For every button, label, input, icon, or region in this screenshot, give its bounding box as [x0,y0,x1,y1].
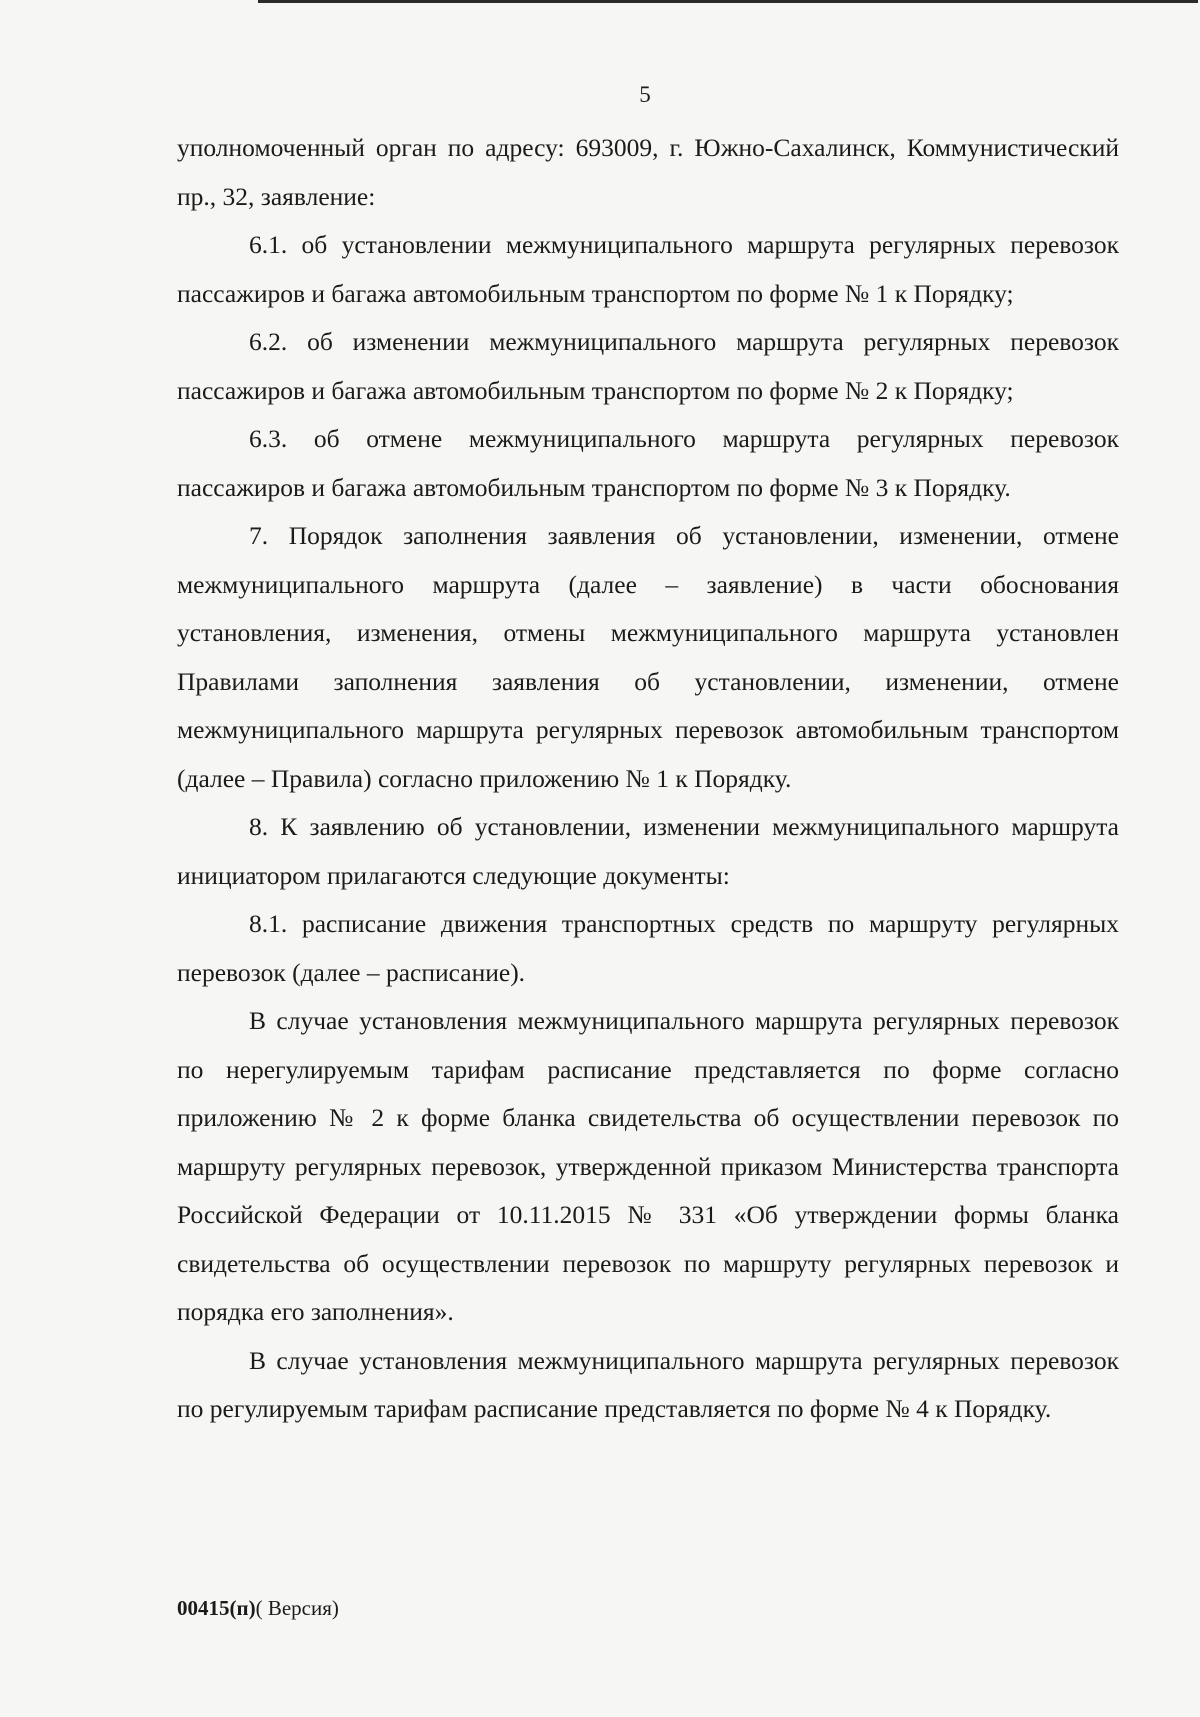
paragraph: 8.1. расписание движения транспортных средств по маршруту регулярных перевозок (далее – расписание). [177,909,1119,987]
page-number: 5 [639,82,651,107]
top-border-line [258,0,1198,3]
paragraph: 6.2. об изменении межмуниципального маршрута регулярных перевозок пассажиров и багажа автомобильным транспортом по форме № 2 к Порядку; [177,327,1119,405]
paragraph: 7. Порядок заполнения заявления об установлении, изменении, отмене межмуниципального маршрута (далее – заявление) в части обоснования установления, изменения, отмены межмуниципального маршрута установлен Правилами заполнения заявления об установлении, изменении, отмене межмуниципального маршрута регулярных перевозок автомобильным транспортом (далее – Правила) согласно приложению № 1 к Порядку. [177,521,1119,793]
paragraph: 6.3. об отмене межмуниципального маршрута регулярных перевозок пассажиров и багажа автомобильным транспортом по форме № 3 к Порядку. [177,424,1119,502]
document-code: 00415(п) [177,1596,256,1620]
document-footer [177,1596,339,1621]
paragraph: уполномоченный орган по адресу: 693009, г. Южно-Сахалинск, Коммунистический пр., 32, заявление: [177,133,1119,211]
paragraph: В случае установления межмуниципального маршрута регулярных перевозок по регулируемым тарифам расписание представляется по форме № 4 к Порядку. [177,1345,1119,1423]
document-version: ( Версия) [255,1596,339,1620]
paragraph: 8. К заявлению об установлении, изменении межмуниципального маршрута инициатором прилагаются следующие документы: [177,812,1119,890]
paragraph: В случае установления межмуниципального маршрута регулярных перевозок по нерегулируемым тарифам расписание представляется по форме согласно приложению № 2 к форме бланка свидетельства об осуществлении перевозок по маршруту регулярных перевозок, утвержденной приказом Министерства транспорта Российской Федерации от 10.11.2015 № 331 «Об утверждении формы бланка свидетельства об осуществлении перевозок по маршруту регулярных перевозок и порядка его заполнения». [177,1006,1119,1326]
paragraph: 6.1. об установлении межмуниципального маршрута регулярных перевозок пассажиров и багажа автомобильным транспортом по форме № 1 к Порядку; [177,230,1119,308]
document-body [177,124,1119,1434]
